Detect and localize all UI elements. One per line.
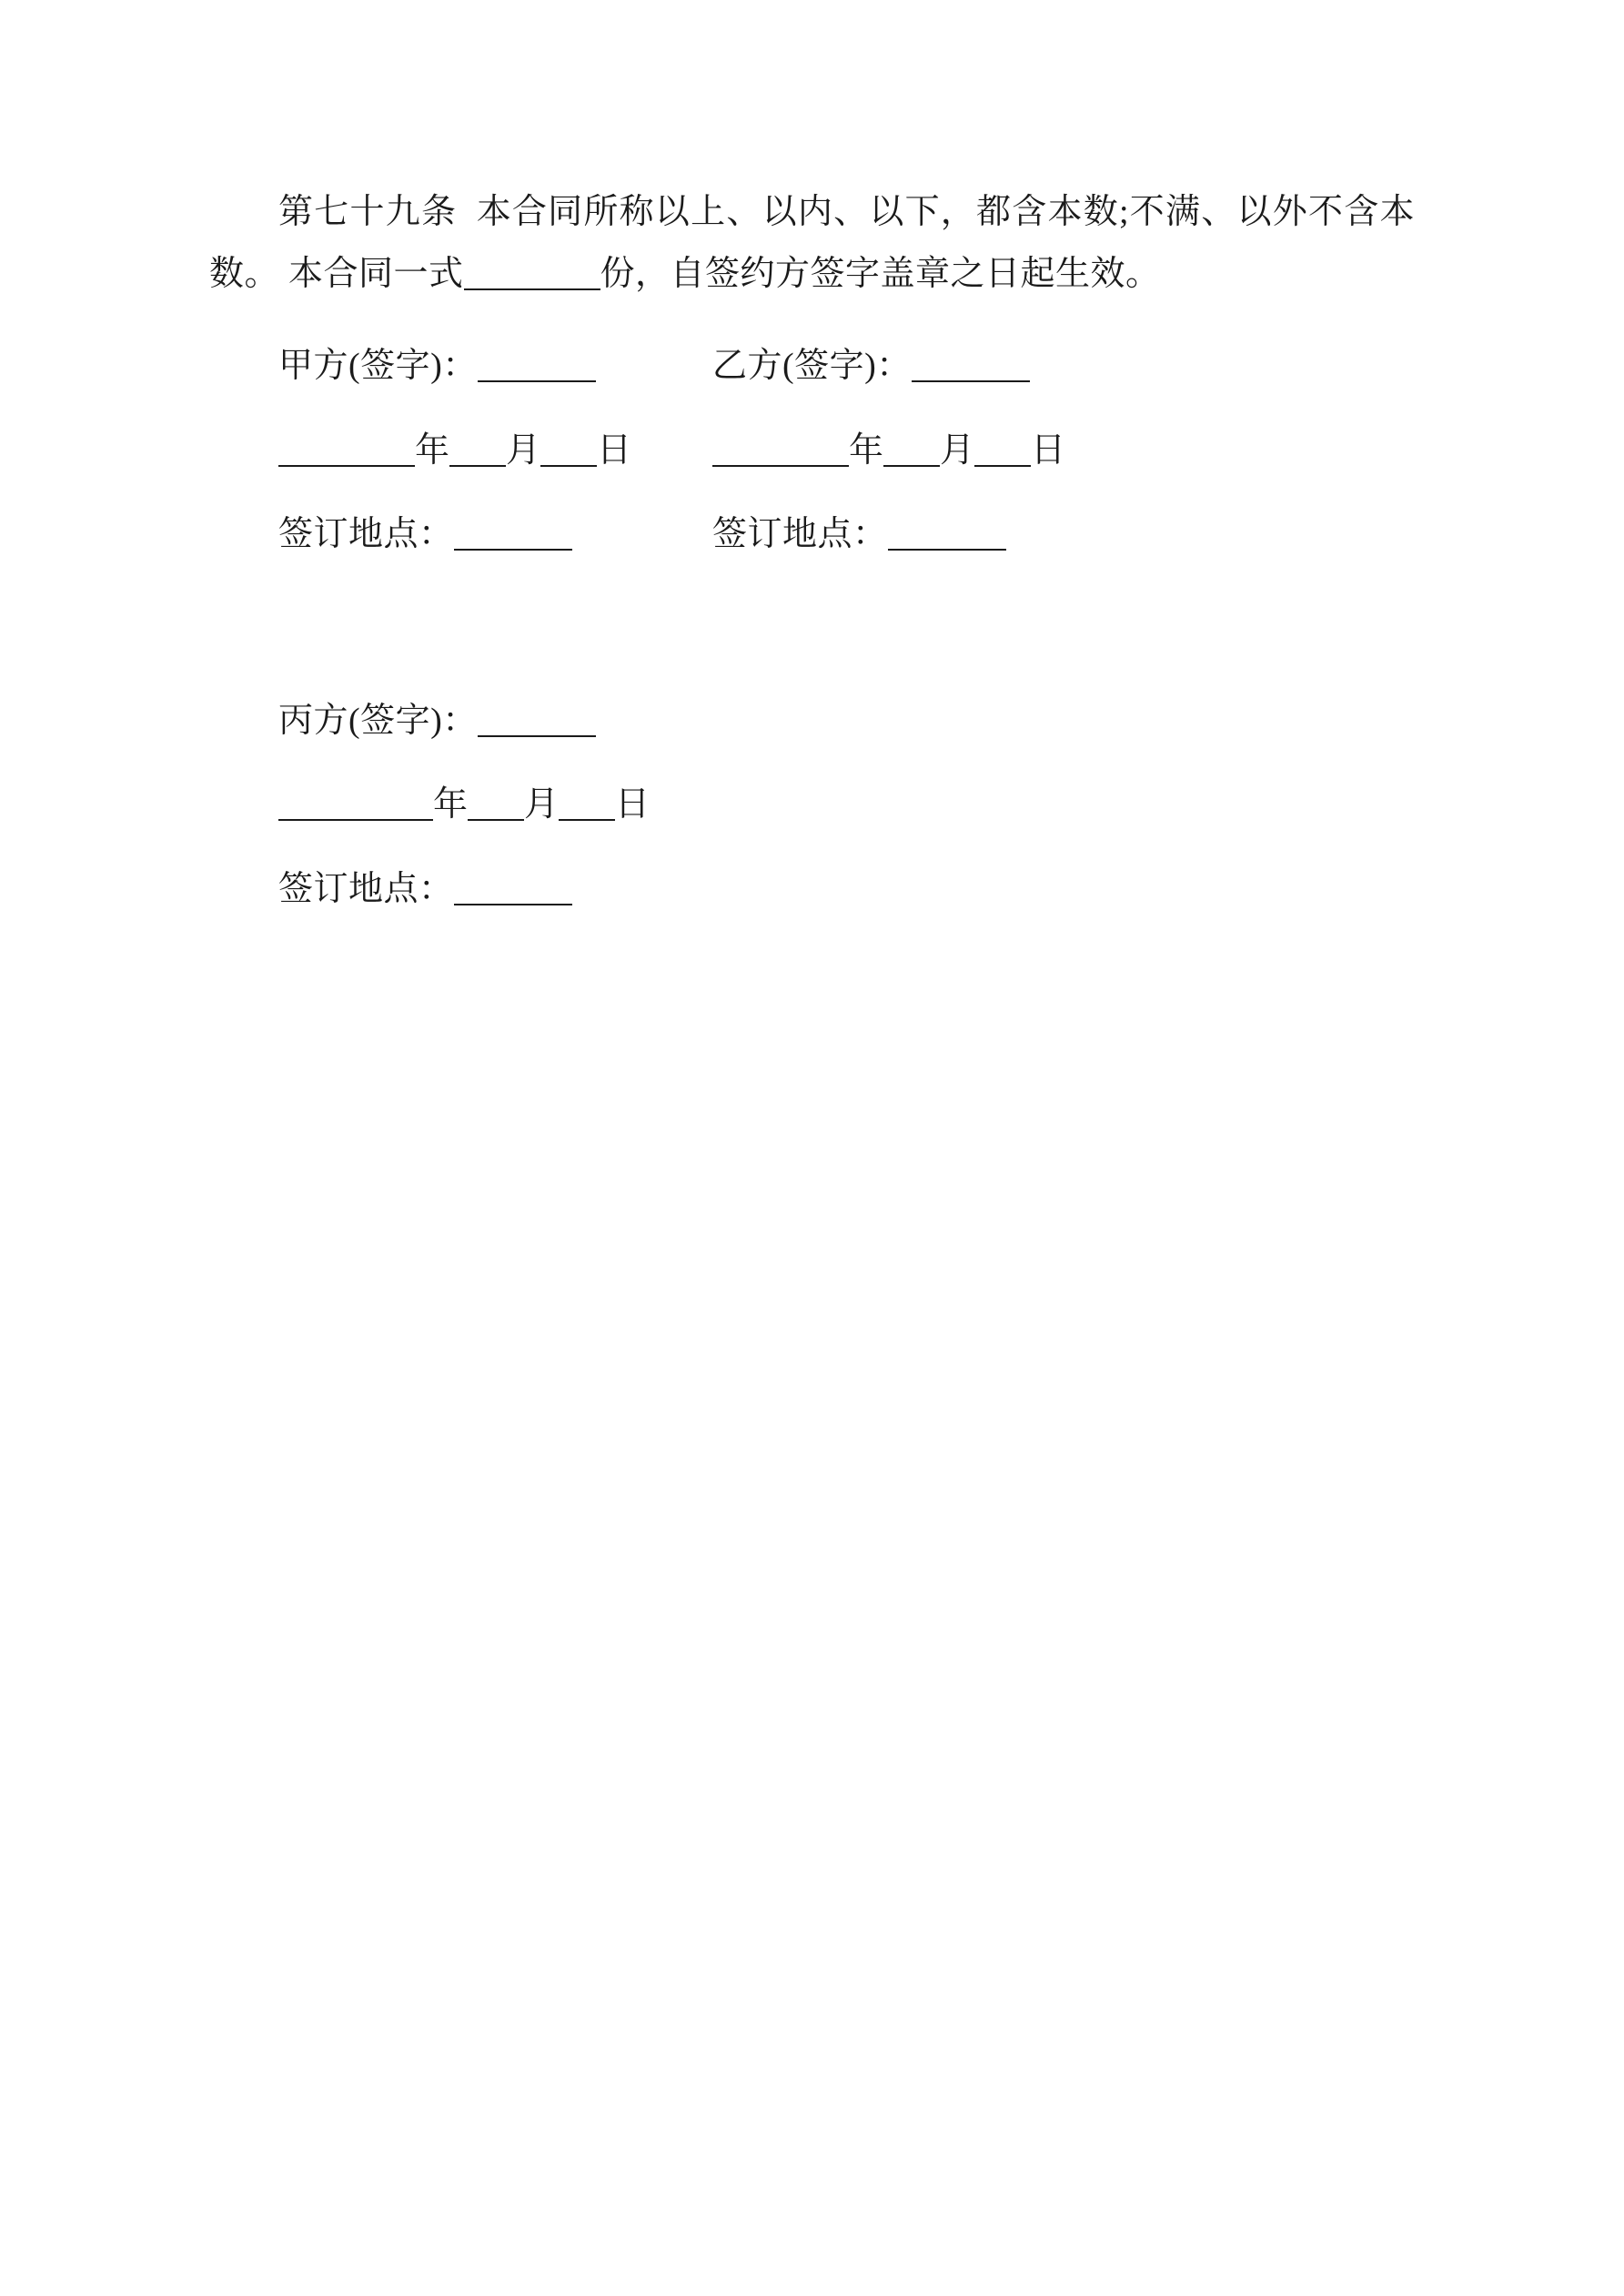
party-a-date-line (278, 420, 705, 481)
party-b-date-line (712, 420, 1201, 481)
party-b-month-label: 月 (940, 430, 975, 470)
party-b-place-blank[interactable] (888, 549, 1006, 551)
party-a-signature-label: 甲方(签字)： (278, 347, 478, 386)
party-b-date-column (705, 420, 1201, 481)
party-c-day-label: 日 (615, 785, 651, 824)
party-c-signature-label: 丙方(签字)： (278, 701, 478, 740)
party-b-day-label: 日 (1031, 430, 1066, 470)
party-b-place-column (705, 504, 1201, 565)
party-c-date-line (278, 774, 1415, 835)
clause-paragraph (209, 182, 1415, 305)
party-a-place-line (278, 504, 705, 565)
party-b-signature-line (712, 336, 1201, 397)
party-b-signature-label: 乙方(签字)： (712, 347, 912, 386)
party-c-place-label: 签订地点： (278, 869, 454, 908)
party-b-month-blank[interactable] (883, 465, 940, 467)
signature-row-names (209, 336, 1415, 397)
party-b-year-blank[interactable] (712, 465, 849, 467)
party-a-day-blank[interactable] (540, 465, 597, 467)
clause-text-after: 份，自签约方签字盖章之日起生效。 (600, 254, 1161, 293)
party-b-signature-blank[interactable] (912, 380, 1030, 382)
party-c-place-line (278, 859, 1415, 920)
party-a-month-label: 月 (506, 430, 541, 470)
signature-spacer (209, 589, 1415, 691)
party-a-month-blank[interactable] (449, 465, 506, 467)
party-c-column (209, 691, 1415, 920)
party-c-month-label: 月 (524, 785, 560, 824)
clause-heading: 第七十九条 (278, 193, 458, 231)
party-a-place-blank[interactable] (454, 549, 572, 551)
party-c-year-blank[interactable] (278, 819, 433, 821)
party-c-place-blank[interactable] (454, 904, 572, 905)
signature-row-places (209, 504, 1415, 565)
party-b-year-label: 年 (849, 430, 884, 470)
party-c-year-label: 年 (433, 785, 469, 824)
document-body (209, 182, 1415, 919)
party-a-year-label: 年 (415, 430, 450, 470)
party-b-day-blank[interactable] (974, 465, 1031, 467)
party-a-signature-line (278, 336, 705, 397)
party-b-place-line (712, 504, 1201, 565)
party-c-signature-line (278, 691, 1415, 752)
party-a-place-column (209, 504, 705, 565)
party-c-signature-blank[interactable] (478, 735, 596, 737)
party-c-month-blank[interactable] (468, 819, 524, 821)
party-b-place-label: 签订地点： (712, 515, 888, 554)
party-a-date-column (209, 420, 705, 481)
party-a-column (209, 336, 705, 397)
party-c-day-blank[interactable] (559, 819, 615, 821)
signature-block (209, 336, 1415, 919)
party-a-signature-blank[interactable] (478, 380, 596, 382)
clause-text-before: 本合同所称以上、以内、以下，都含本数;不满、以外不含本数。 本合同一式 (209, 193, 1415, 293)
party-a-year-blank[interactable] (278, 465, 415, 467)
signature-row-dates (209, 420, 1415, 481)
copies-blank[interactable] (464, 288, 600, 290)
party-a-place-label: 签订地点： (278, 515, 454, 554)
party-b-column (705, 336, 1201, 397)
party-a-day-label: 日 (597, 430, 632, 470)
